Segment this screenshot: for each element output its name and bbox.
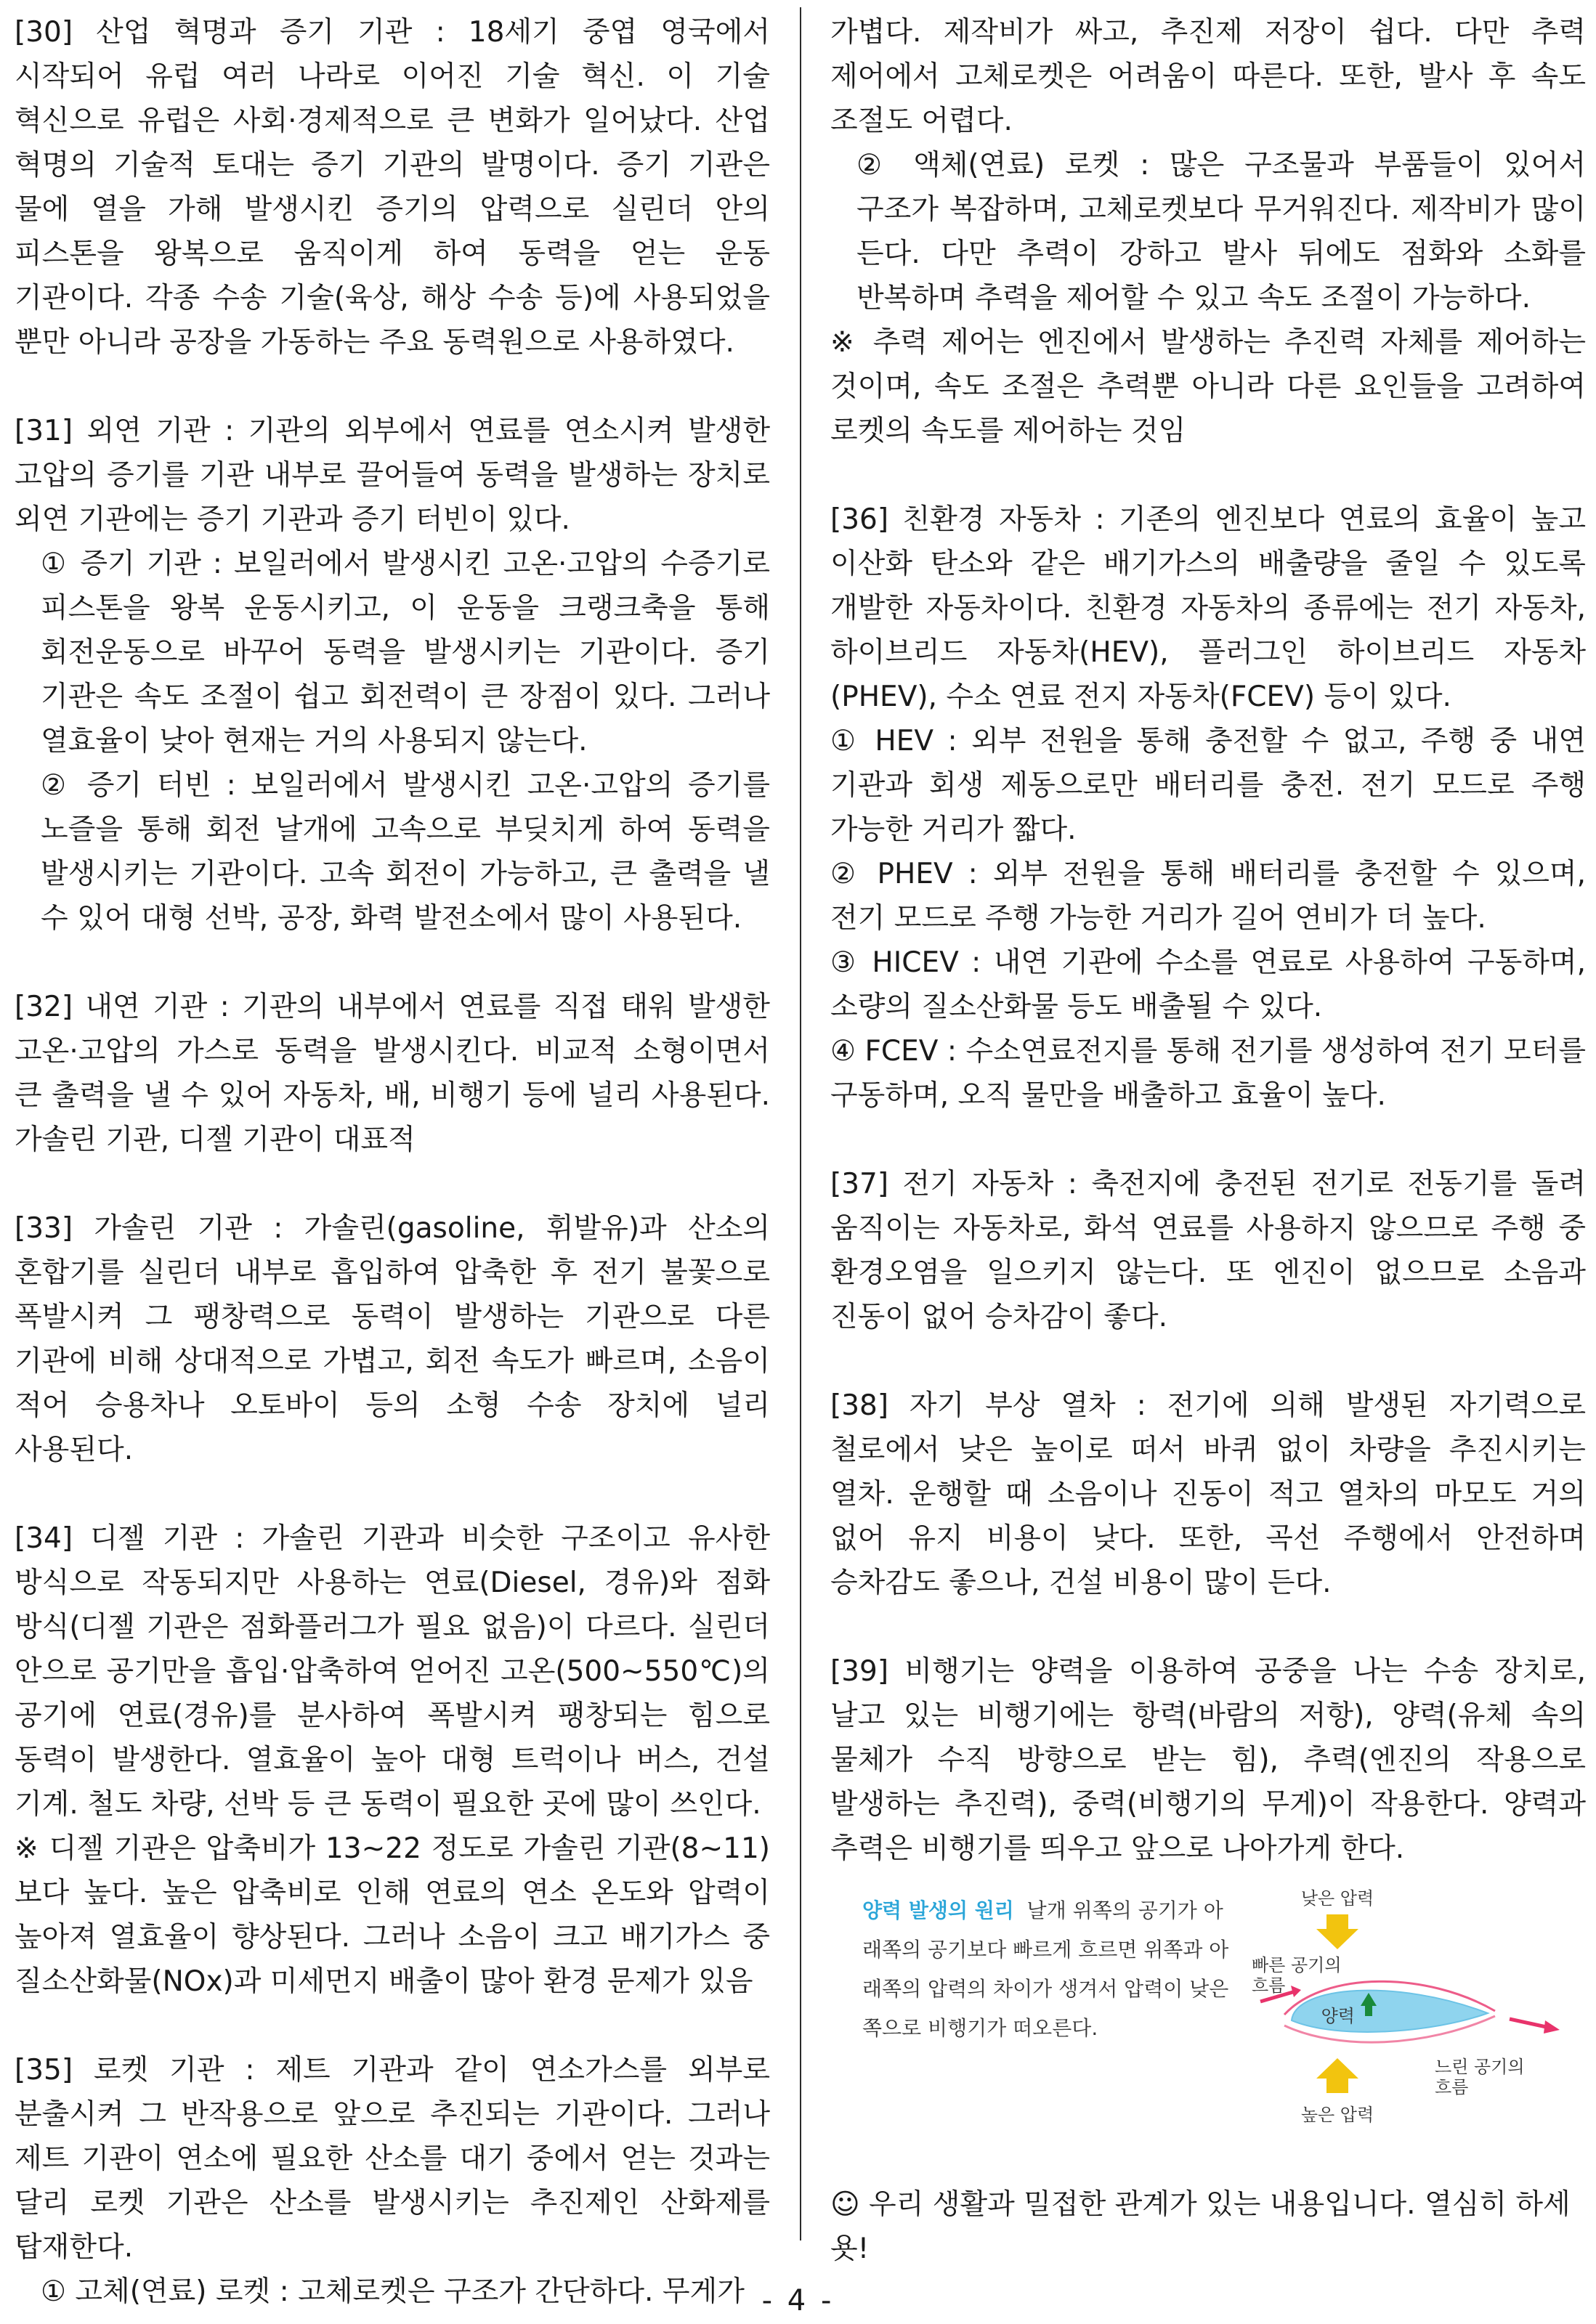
closing-message: ☺ 우리 생활과 밀접한 관계가 있는 내용입니다. 열심히 하세욧! [830,2188,1571,2265]
section-36-item-1: ① HEV : 외부 전원을 통해 충전할 수 없고, 주행 중 내연 기관과 회생 제동으로만 배터리를 충전. 전기 모드로 주행 가능한 거리가 짧다. [830,725,1586,846]
section-36-item-4: ④ FCEV : 수소연료전지를 통해 전기를 생성하여 전기 모터를 구동하며, 오직 물만을 배출하고 효율이 높다. [830,1035,1586,1112]
section-35-item-1-end: 가볍다. 제작비가 싸고, 추진제 저장이 쉽다. 다만 추력 제어에서 고체로켓은 어려움이 따른다. 또한, 발사 후 속도 조절도 어렵다. [830,16,1586,137]
lift-principle-title: 양력 발생의 원리 [862,1898,1014,1922]
section-34-paragraph: [34] 디젤 기관 : 가솔린 기관과 비슷한 구조이고 유사한 방식으로 작동되지만 사용하는 연료(Diesel, 경유)와 점화 방식(디젤 기관은 점화플러그가 필요 없음)이 다르다. 실린더 안으로 공기만을 흡입·압축하여 얻어진 고온(500~550℃)의 공기에 연료(경유)를 분사하여 폭발시켜 팽창되는 힘으로 동력이 발생한다. 열효율이 높아 대형 트럭이나 버스, 건설 기계. 철도 차량, 선박 등 큰 동력이 필요한 곳에 많이 쓰인다. [15,1522,770,1821]
section-38-paragraph: [38] 자기 부상 열차 : 전기에 의해 발생된 자기력으로 철로에서 낮은 높이로 떠서 바퀴 없이 차량을 추진시키는 열차. 운행할 때 소음이나 진동이 적고 열차의 마모도 거의 없어 유지 비용이 낮다. 또한, 곡선 주행에서 안전하며 승차감도 좋으나, 건설 비용이 많이 든다. [830,1389,1586,1599]
lift-principle-figure [830,1877,1586,2145]
section-34-note: ※ 디젤 기관은 압축비가 13~22 정도로 가솔린 기관(8~11)보다 높다. 높은 압축비로 인해 연료의 연소 온도와 압력이 높아져 열효율이 향상된다. 그러나 소음이 크고 배기가스 중 질소산화물(NOx)과 미세먼지 배출이 많아 환경 문제가 있음 [15,1832,770,1998]
right-column [830,10,1586,2145]
section-39-paragraph: [39] 비행기는 양력을 이용하여 공중을 나는 수송 장치로, 날고 있는 비행기에는 항력(바람의 저항), 양력(유체 속의 물체가 수직 방향으로 받는 힘), 추력(엔진의 작용으로 발생하는 추진력), 중력(비행기의 무게)이 작용한다. 양력과 추력은 비행기를 띄우고 앞으로 나아가게 한다. [830,1655,1586,1865]
section-35-paragraph: [35] 로켓 기관 : 제트 기관과 같이 연소가스를 외부로 분출시켜 그 반작용으로 앞으로 추진되는 기관이다. 그러나 제트 기관이 연소에 필요한 산소를 대기 중에서 얻는 것과는 달리 로켓 기관은 산소를 발생시키는 추진제인 산화제를 탑재한다. [15,2054,770,2264]
trailing-airflow-arrowhead-icon [1544,2020,1560,2033]
section-35-note: ※ 추력 제어는 엔진에서 발생하는 추진력 자체를 제어하는 것이며, 속도 조절은 추력뿐 아니라 다른 요인들을 고려하여 로켓의 속도를 제어하는 것임 [830,326,1586,447]
slow-air-label-2: 흐름 [1435,2077,1469,2097]
column-divider [800,7,801,2240]
fast-air-label-2: 흐름 [1252,1975,1286,1996]
section-33-paragraph: [33] 가솔린 기관 : 가솔린(gasoline, 휘발유)과 산소의 혼합기를 실린더 내부로 흡입하여 압축한 후 전기 불꽃으로 폭발시켜 그 팽창력으로 동력이 발생하는 기관으로 다른 기관에 비해 상대적으로 가볍고, 회전 속도가 빠르며, 소음이 적어 승용차나 오토바이 등의 소형 수송 장치에 널리 사용된다. [15,1212,770,1466]
slow-air-label-1: 느린 공기의 [1435,2057,1525,2077]
lift-principle-text: 날개 위쪽의 공기가 아래쪽의 공기보다 빠르게 흐르면 위쪽과 아래쪽의 압력의 차이가 생겨서 압력이 낮은 쪽으로 비행기가 떠오른다. [862,1898,1229,2040]
section-31-item-2: ② 증기 터빈 : 보일러에서 발생시킨 고온·고압의 증기를 노즐을 통해 회전 날개에 고속으로 부딪치게 하여 동력을 발생시키는 기관이다. 고속 회전이 가능하고, 큰 출력을 낼 수 있어 대형 선박, 공장, 화력 발전소에서 많이 사용된다. [41,769,770,935]
section-32-paragraph: [32] 내연 기관 : 기관의 내부에서 연료를 직접 태워 발생한 고온·고압의 가스로 동력을 발생시킨다. 비교적 소형이면서 큰 출력을 낼 수 있어 자동차, 배, 비행기 등에 널리 사용된다. 가솔린 기관, 디젤 기관이 대표적 [15,991,770,1156]
wing-diagram [830,1877,1586,2145]
lift-arrow-icon [1365,2004,1372,2016]
lift-label: 양력 [1321,2006,1355,2026]
section-31-item-1: ① 증기 기관 : 보일러에서 발생시킨 고온·고압의 수증기로 피스톤을 왕복 운동시키고, 이 운동을 크랭크축을 통해 회전운동으로 바꾸어 동력을 발생시키는 기관이다. 증기 기관은 속도 조절이 쉽고 회전력이 큰 장점이 있다. 그러나 열효율이 낮아 현재는 거의 사용되지 않는다. [41,548,770,757]
left-column [15,10,770,2314]
section-35-item-2: ② 액체(연료) 로켓 : 많은 구조물과 부품들이 있어서 구조가 복잡하며, 고체로켓보다 무거워진다. 제작비가 많이 든다. 다만 추력이 강하고 발사 뒤에도 점화와 소화를 반복하며 추력을 제어할 수 있고 속도 조절이 가능하다. [856,149,1586,314]
low-pressure-label: 낮은 압력 [1300,1888,1374,1909]
page-number: - 4 - [761,2284,835,2317]
fast-air-label-1: 빠른 공기의 [1252,1955,1342,1975]
upper-airflow-arrowhead-icon [1291,1986,1301,1997]
trailing-airflow-line [1510,2019,1550,2028]
high-pressure-label: 높은 압력 [1300,2105,1374,2125]
section-37-paragraph: [37] 전기 자동차 : 축전지에 충전된 전기로 전동기를 돌려 움직이는 자동차로, 화석 연료를 사용하지 않으므로 주행 중 환경오염을 일으키지 않는다. 또 엔진이 없으므로 소음과 진동이 없어 승차감이 좋다. [830,1168,1586,1333]
section-36-item-2: ② PHEV : 외부 전원을 통해 배터리를 충전할 수 있으며, 전기 모드로 주행 가능한 거리가 길어 연비가 더 높다. [830,858,1586,935]
section-36-item-3: ③ HICEV : 내연 기관에 수소를 연료로 사용하여 구동하며, 소량의 질소산화물 등도 배출될 수 있다. [830,946,1586,1023]
section-35-item-1-start: ① 고체(연료) 로켓 : 고체로켓은 구조가 간단하다. 무게가 [41,2275,745,2308]
low-pressure-arrow-icon [1316,1914,1358,1949]
section-30-paragraph: [30] 산업 혁명과 증기 기관 : 18세기 중엽 영국에서 시작되어 유럽 여러 나라로 이어진 기술 혁신. 이 기술 혁신으로 유럽은 사회·경제적으로 큰 변화가 일어났다. 산업 혁명의 기술적 토대는 증기 기관의 발명이다. 증기 기관은 물에 열을 가해 발생시킨 증기의 압력으로 실린더 안의 피스톤을 왕복으로 움직이게 하여 동력을 얻는 운동 기관이다. 각종 수송 기술(육상, 해상 수송 등)에 사용되었을 뿐만 아니라 공장을 가동하는 주요 동력원으로 사용하였다. [15,16,770,359]
section-36-paragraph: [36] 친환경 자동차 : 기존의 엔진보다 연료의 효율이 높고 이산화 탄소와 같은 배기가스의 배출량을 줄일 수 있도록 개발한 자동차이다. 친환경 자동차의 종류에는 전기 자동차, 하이브리드 자동차(HEV), 플러그인 하이브리드 자동차(PHEV), 수소 연료 전지 자동차(FCEV) 등이 있다. [830,503,1586,713]
section-31-paragraph: [31] 외연 기관 : 기관의 외부에서 연료를 연소시켜 발생한 고압의 증기를 기관 내부로 끌어들여 동력을 발생하는 장치로 외연 기관에는 증기 기관과 증기 터빈이 있다. [15,415,770,536]
high-pressure-arrow-icon [1316,2058,1358,2093]
